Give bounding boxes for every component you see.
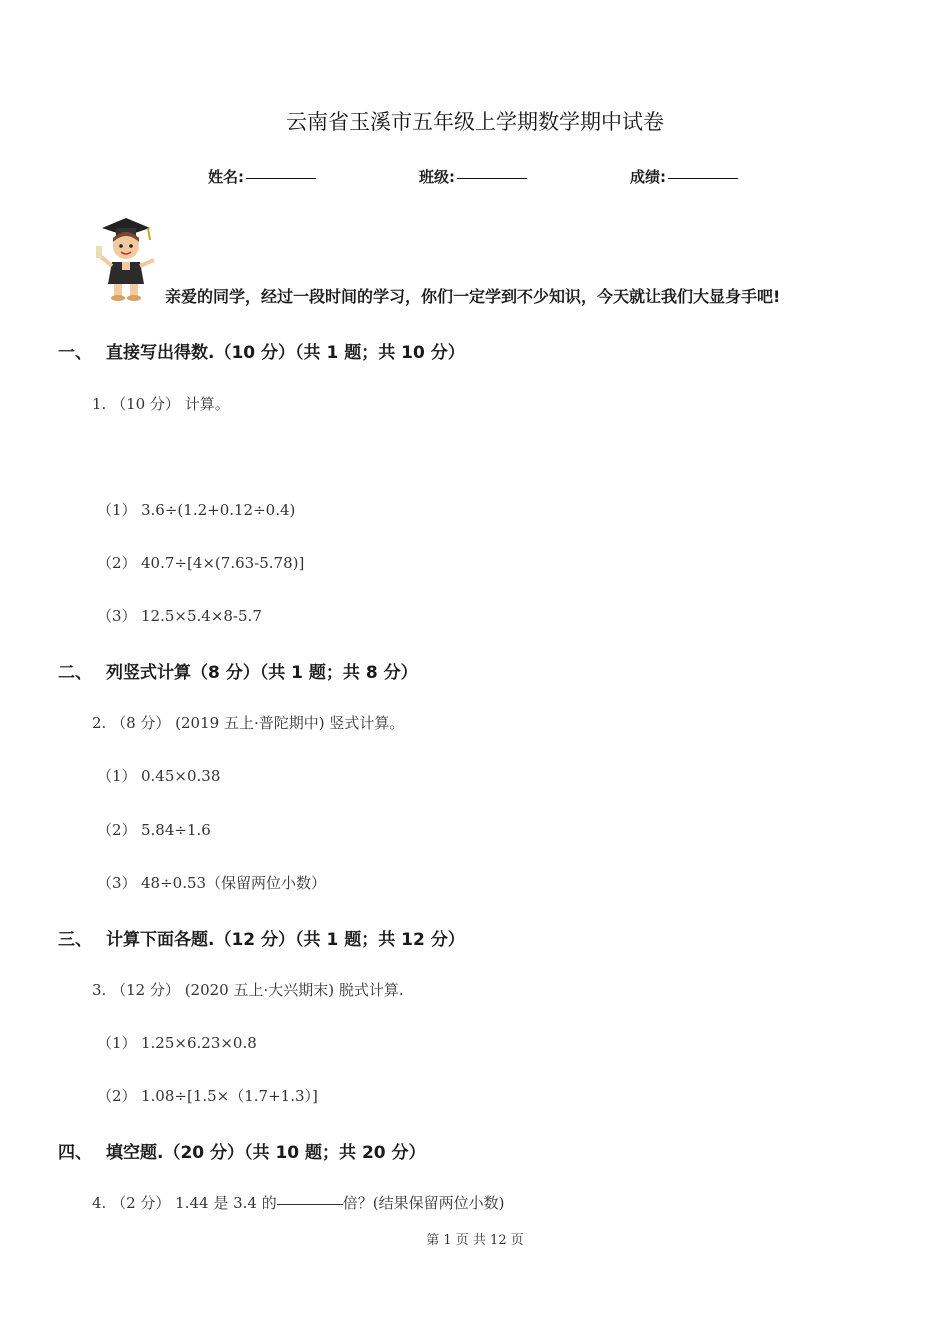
question-1-part-2 [97,552,304,573]
score-label: 成绩: [630,168,666,186]
section-title: 填空题.（20 分）（共 10 题；共 20 分） [106,1143,426,1163]
section-2-heading [58,658,418,683]
question-2: 2. （8 分） (2019 五上·普陀期中) 竖式计算。 [92,714,405,732]
part-text: 3.6÷(1.2+0.12÷0.4) [141,501,296,519]
part-index: （3） [97,874,137,892]
greeting-text: 亲爱的同学，经过一段时间的学习，你们一定学到不少知识，今天就让我们大显身手吧! [165,287,781,306]
section-title: 直接写出得数.（10 分）（共 1 题；共 10 分） [106,343,465,363]
part-index: （1） [97,767,137,785]
section-number: 三、 [58,930,92,950]
part-text: 48÷0.53（保留两位小数） [141,874,327,892]
student-mascot-image [92,216,162,302]
section-title: 计算下面各题.（12 分）（共 1 题；共 12 分） [106,930,465,950]
part-text: 5.84÷1.6 [141,821,211,839]
question-4-suffix: 倍？(结果保留两位小数) [342,1194,505,1212]
class-blank[interactable] [457,178,527,179]
score-field [630,166,738,187]
part-text: 12.5×5.4×8-5.7 [141,607,262,625]
question-3-part-2 [97,1085,318,1106]
part-index: （2） [97,821,137,839]
part-index: （1） [97,501,137,519]
section-1-heading [58,338,465,363]
question-1: 1. （10 分） 计算。 [92,395,230,413]
section-3-heading [58,925,465,950]
question-2-part-2 [97,819,211,840]
question-4-prefix: 4. （2 分） 1.44 是 3.4 的 [92,1194,277,1212]
part-text: 1.08÷[1.5×（1.7+1.3）] [141,1087,318,1105]
class-field [419,166,527,187]
name-blank[interactable] [246,178,316,179]
section-number: 一、 [58,343,92,363]
class-label: 班级: [419,168,455,186]
question-1-part-1 [97,499,295,520]
question-3: 3. （12 分） (2020 五上·大兴期末) 脱式计算. [92,981,404,999]
part-text: 1.25×6.23×0.8 [141,1034,257,1052]
question-1-part-3 [97,605,262,626]
section-title: 列竖式计算（8 分）（共 1 题；共 8 分） [106,663,418,683]
part-index: （3） [97,607,137,625]
part-text: 0.45×0.38 [141,767,221,785]
section-number: 四、 [58,1143,92,1163]
question-2-part-3 [97,872,326,893]
question-4 [92,1192,504,1213]
question-3-part-1 [97,1032,257,1053]
name-field [208,166,316,187]
name-label: 姓名: [208,168,244,186]
part-text: 40.7÷[4×(7.63-5.78)] [141,554,305,572]
section-4-heading [58,1138,426,1163]
section-number: 二、 [58,663,92,683]
page-footer: 第 1 页 共 12 页 [426,1233,524,1248]
answer-blank[interactable] [277,1204,343,1205]
part-index: （1） [97,1034,137,1052]
question-2-part-1 [97,765,220,786]
page-title: 云南省玉溪市五年级上学期数学期中试卷 [286,110,664,134]
part-index: （2） [97,1087,137,1105]
score-blank[interactable] [668,178,738,179]
part-index: （2） [97,554,137,572]
